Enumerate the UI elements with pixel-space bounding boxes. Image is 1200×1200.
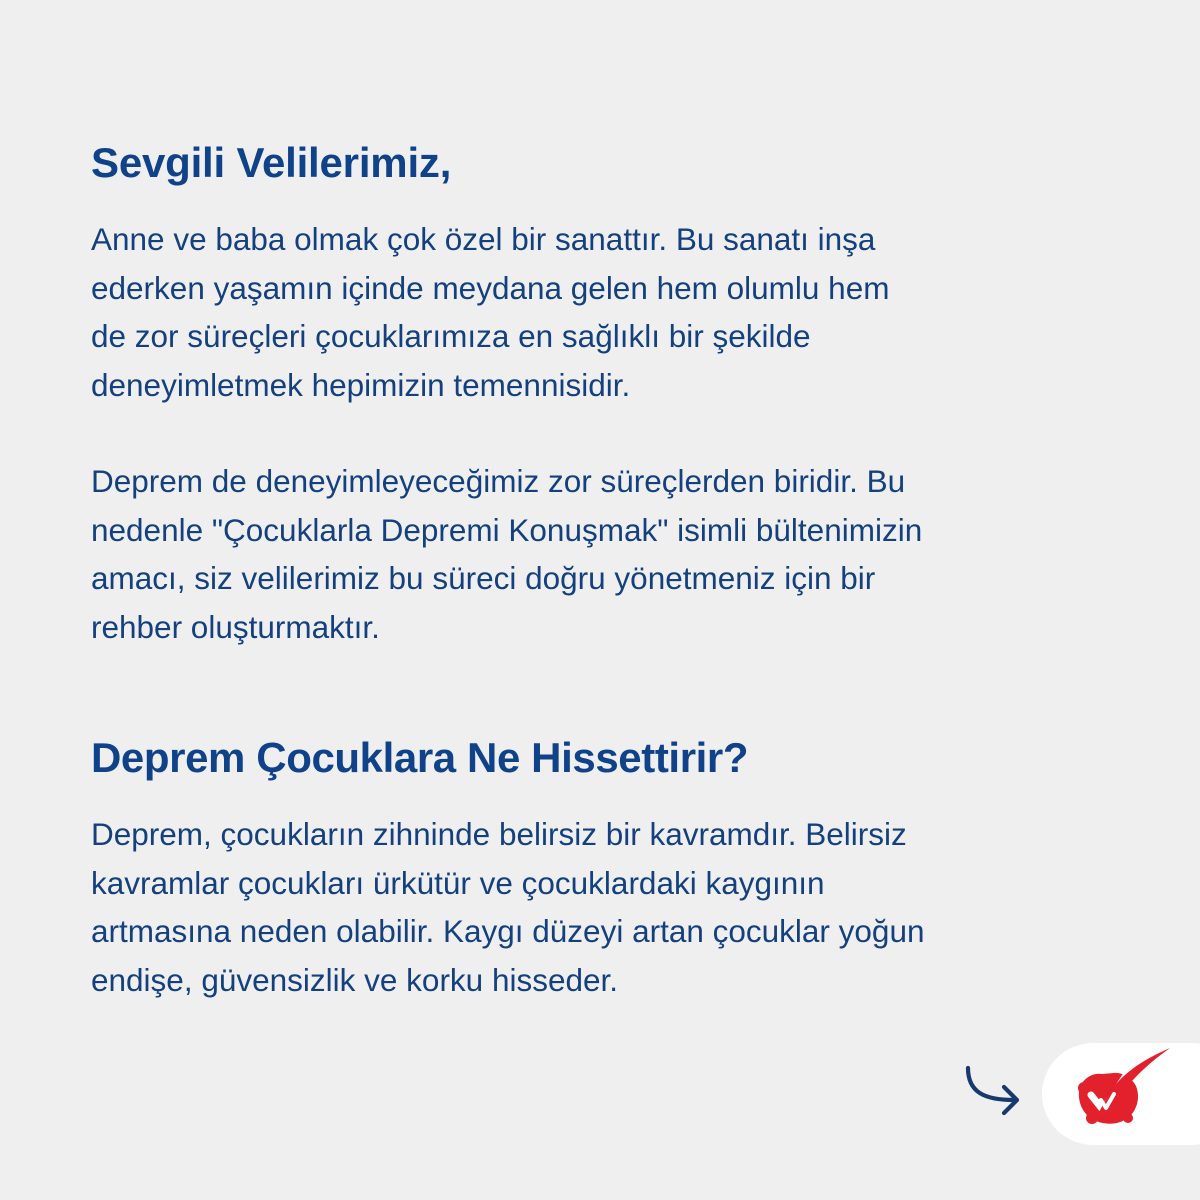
paragraph-line: artmasına neden olabilir. Kaygı düzeyi artan çocuklar yoğun (91, 913, 925, 950)
paragraph-line: nedenle "Çocuklarla Depremi Konuşmak" isimli bültenimizin (91, 511, 923, 548)
paragraph-line: kavramlar çocukları ürkütür ve çocuklardaki kaygının (91, 864, 825, 901)
paragraph-line: de zor süreçleri çocuklarımıza en sağlıklı bir şekilde (91, 318, 811, 355)
curved-arrow-right-icon[interactable] (960, 1062, 1024, 1122)
paragraph-line: Deprem de deneyimleyeceğimiz zor süreçlerden biridir. Bu (91, 463, 906, 499)
paragraph-line: rehber oluşturmaktır. (91, 609, 380, 646)
paragraph-line: endişe, güvensizlik ve korku hisseder. (91, 962, 619, 999)
paragraph-line: ederken yaşamın içinde meydana gelen hem olumlu hem (91, 269, 890, 306)
paragraph-line: deneyimletmek hepimizin temennisidir. (91, 367, 631, 404)
paragraph-line: amacı, siz velilerimiz bu süreci doğru yönetmeniz için bir (91, 560, 876, 597)
red-checkmark-logo-icon (1070, 1044, 1174, 1128)
greeting-heading: Sevgili Velilerimiz, (91, 139, 452, 186)
purpose-paragraph (91, 457, 922, 652)
paragraph-line: Anne ve baba olmak çok özel bir sanattır. Bu sanatı inşa (91, 221, 876, 257)
section-heading: Deprem Çocuklara Ne Hissettirir? (91, 734, 749, 781)
paragraph-line: Deprem, çocukların zihninde belirsiz bir kavramdır. Belirsiz (91, 816, 907, 852)
intro-paragraph (91, 215, 889, 410)
earthquake-feelings-paragraph (91, 810, 925, 1005)
